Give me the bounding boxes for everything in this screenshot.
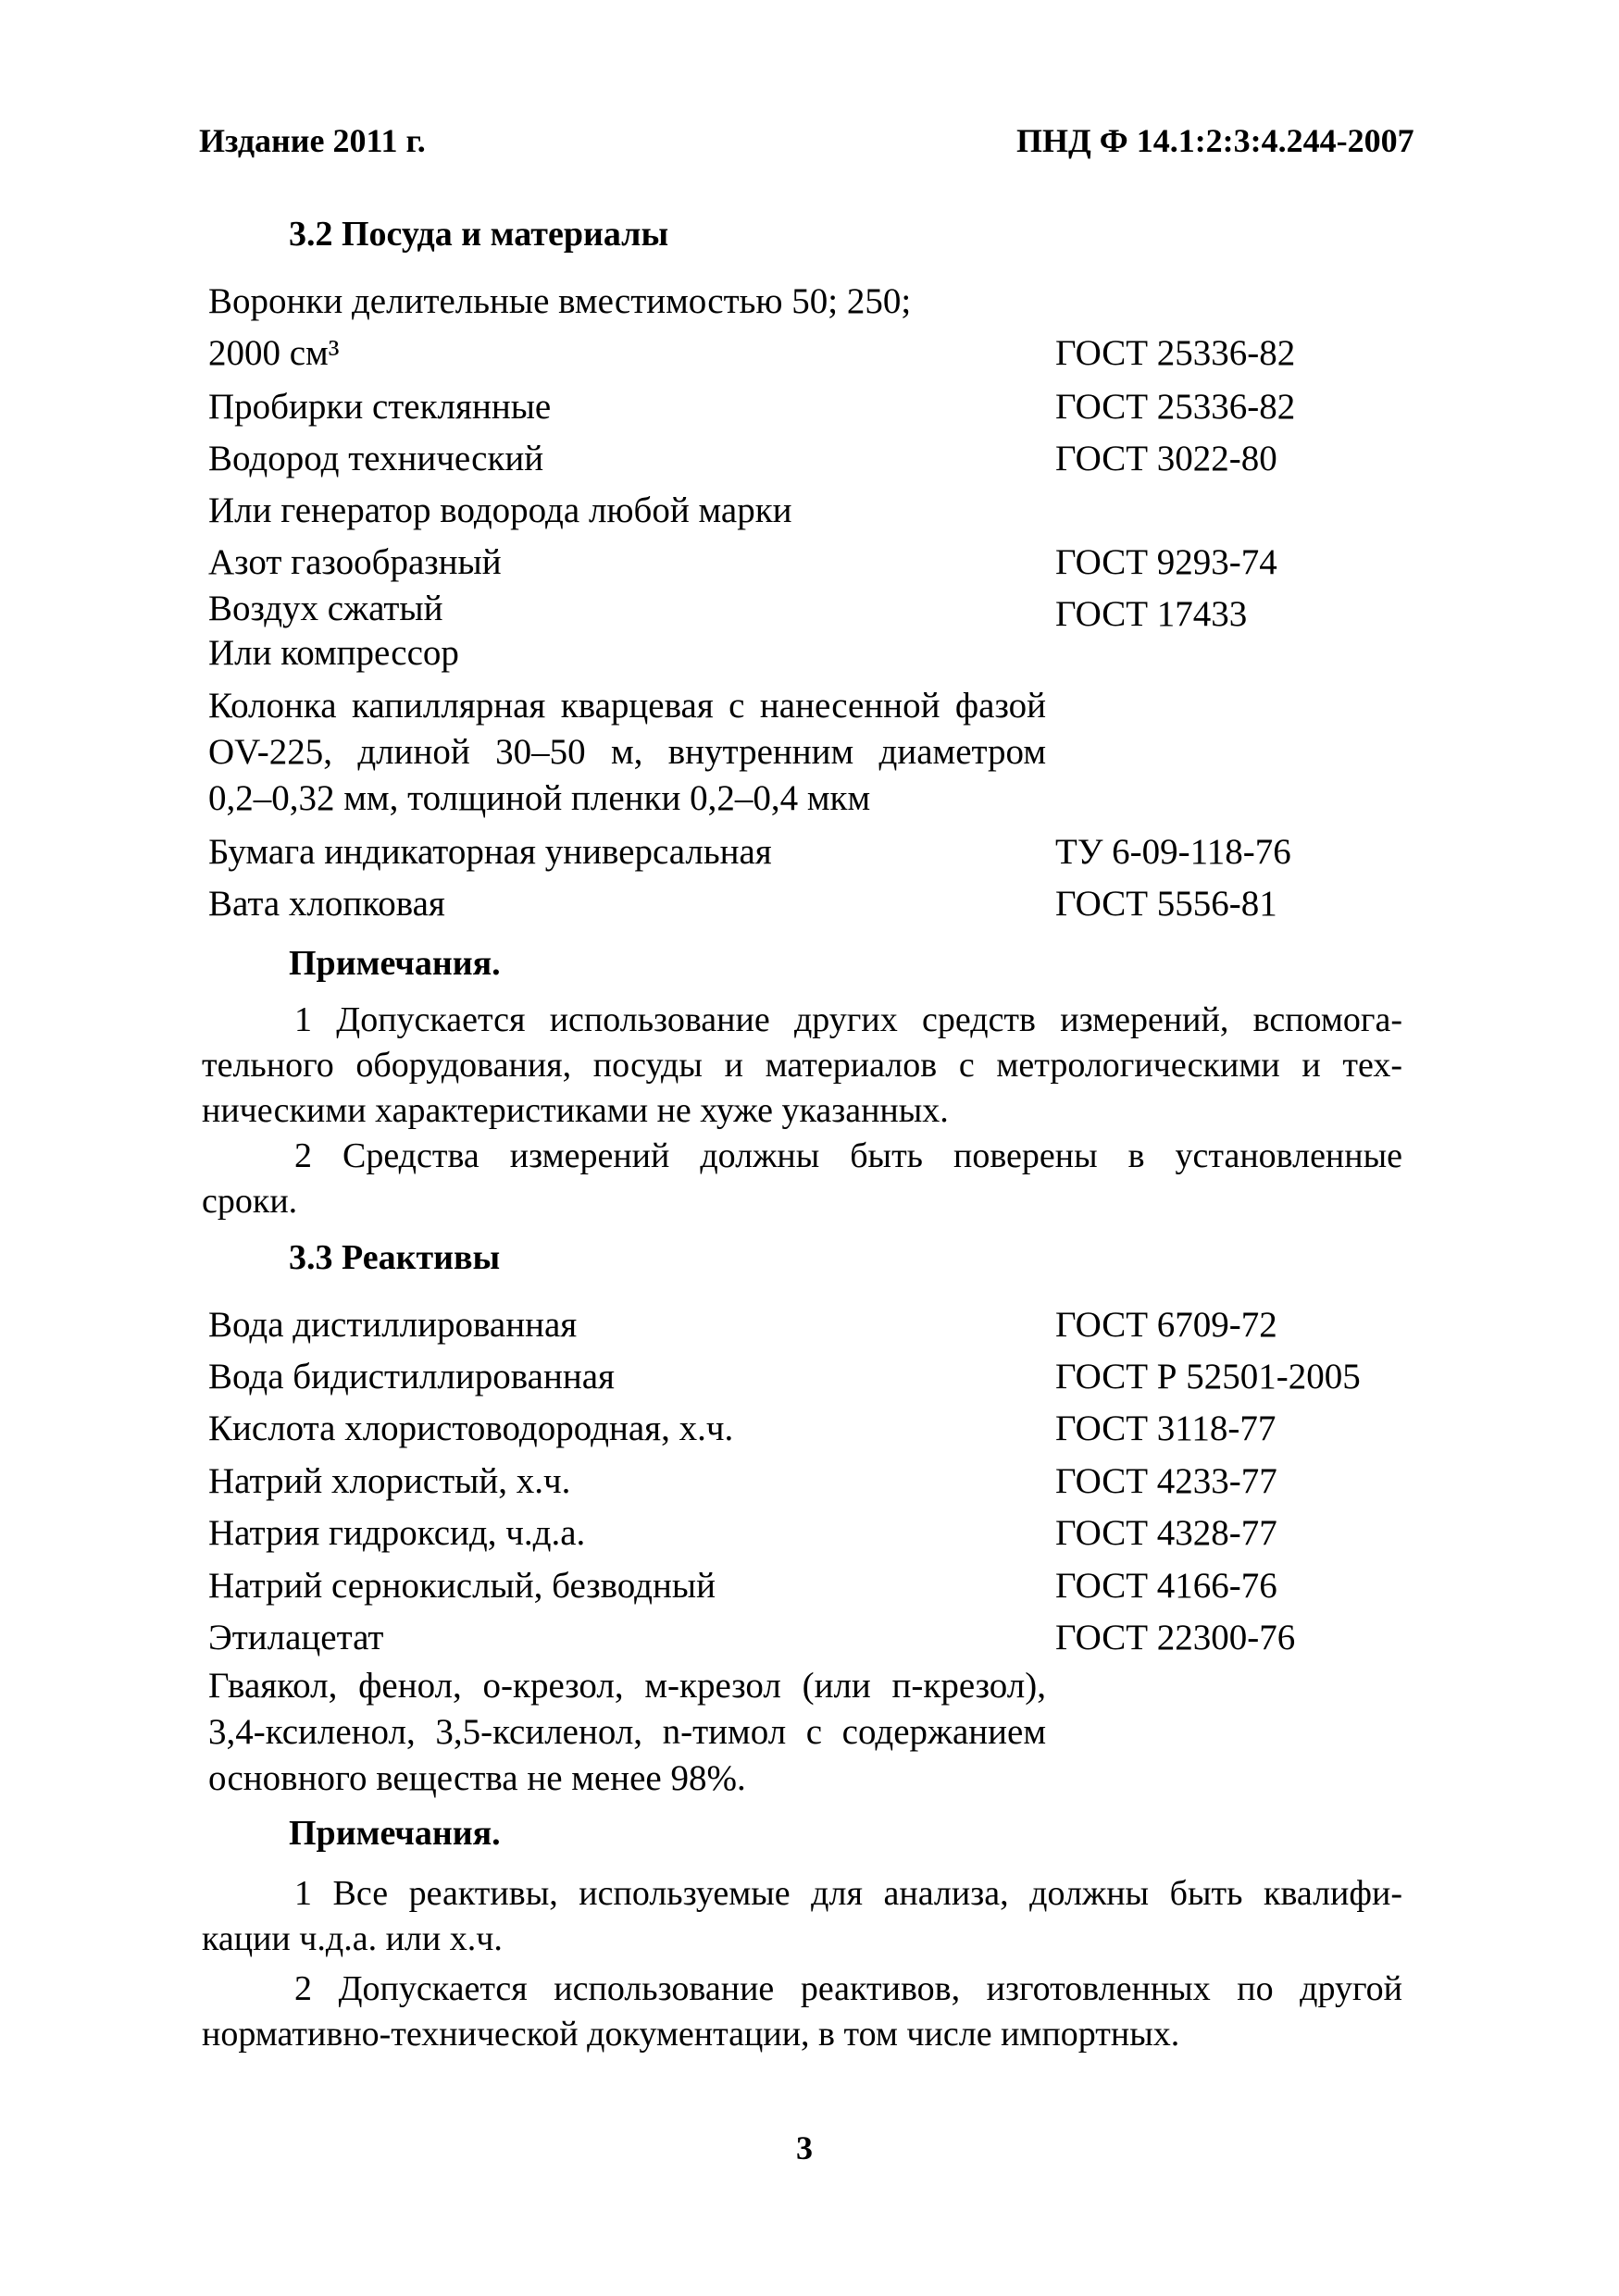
note-paragraph bbox=[202, 1871, 1402, 1962]
page-number: 3 bbox=[796, 2129, 813, 2166]
text-line: основного вещества не менее 98%. bbox=[208, 1758, 746, 1798]
text-line: Колонка капиллярная кварцевая с нанесенной фазой bbox=[208, 686, 1046, 726]
material-row bbox=[208, 828, 1402, 876]
material-name: Или компрессор bbox=[208, 633, 459, 673]
material-standard: ГОСТ 17433 bbox=[1055, 594, 1248, 634]
reagent-name: Этилацетат bbox=[208, 1618, 384, 1657]
material-row bbox=[208, 383, 1402, 431]
section-title-glassware: 3.2 Посуда и материалы bbox=[289, 215, 669, 254]
material-name: Азот газообразный bbox=[208, 542, 502, 582]
section-title-reagents: 3.3 Реактивы bbox=[289, 1238, 501, 1277]
material-row bbox=[208, 487, 1402, 535]
material-standard: ГОСТ 5556-81 bbox=[1055, 884, 1277, 924]
reagent-standard: ГОСТ 4233-77 bbox=[1055, 1461, 1277, 1501]
reagent-row bbox=[208, 1509, 1402, 1558]
text-line: сроки. bbox=[202, 1182, 298, 1221]
material-row bbox=[208, 629, 1402, 677]
reagent-standard: ГОСТ 4166-76 bbox=[1055, 1566, 1277, 1606]
material-name: Воронки делительные вместимостью 50; 250; bbox=[208, 281, 912, 321]
note-paragraph bbox=[202, 998, 1402, 1134]
material-name: Бумага индикаторная универсальная bbox=[208, 832, 772, 872]
material-name: Пробирки стеклянные bbox=[208, 387, 552, 427]
material-row bbox=[208, 329, 1402, 378]
note-paragraph bbox=[202, 1967, 1402, 2057]
reagent-name: Кислота хлористоводородная, х.ч. bbox=[208, 1409, 734, 1448]
reagent-standard: ГОСТ 3118-77 bbox=[1055, 1409, 1277, 1448]
reagent-row bbox=[208, 1458, 1402, 1506]
note-paragraph bbox=[202, 1134, 1402, 1224]
text-line: 1 Все реактивы, используемые для анализа, должны быть квалифи- bbox=[294, 1874, 1402, 1913]
text-line: OV-225, длиной 30–50 м, внутренним диаметром bbox=[208, 732, 1046, 772]
phenols-description bbox=[208, 1663, 1046, 1802]
reagent-row bbox=[208, 1405, 1402, 1453]
text-line: кации ч.д.а. или х.ч. bbox=[202, 1919, 503, 1958]
text-line: нормативно-технической документации, в том числе импортных. bbox=[202, 2015, 1180, 2054]
material-row bbox=[208, 880, 1402, 928]
text-line: тельного оборудования, посуды и материалов с метрологическими и тех- bbox=[202, 1046, 1402, 1085]
text-line: ническими характеристиками не хуже указанных. bbox=[202, 1091, 949, 1130]
text-line: 0,2–0,32 мм, толщиной пленки 0,2–0,4 мкм bbox=[208, 778, 871, 818]
reagent-name: Вода бидистиллированная bbox=[208, 1357, 615, 1396]
material-standard: ГОСТ 25336-82 bbox=[1055, 387, 1296, 427]
material-row bbox=[208, 435, 1402, 483]
text-line: 1 Допускается использование других средств измерений, вспомога- bbox=[294, 1000, 1402, 1039]
document-code: ПНД Ф 14.1:2:3:4.244-2007 bbox=[1016, 122, 1414, 159]
reagent-standard: ГОСТ 6709-72 bbox=[1055, 1305, 1277, 1345]
material-name: Водород технический bbox=[208, 439, 544, 478]
reagent-row bbox=[208, 1301, 1402, 1349]
material-standard: ТУ 6-09-118-76 bbox=[1055, 832, 1291, 872]
reagent-standard: ГОСТ 4328-77 bbox=[1055, 1513, 1277, 1553]
text-line: 2 Допускается использование реактивов, изготовленных по другой bbox=[294, 1969, 1402, 2008]
edition-label: Издание 2011 г. bbox=[199, 122, 426, 159]
material-name: Воздух сжатый bbox=[208, 589, 443, 628]
material-name: Вата хлопковая bbox=[208, 884, 445, 924]
reagent-name: Натрий сернокислый, безводный bbox=[208, 1566, 716, 1606]
material-row bbox=[208, 539, 1402, 587]
material-name: 2000 см³ bbox=[208, 333, 340, 373]
text-line: 2 Средства измерений должны быть поверены в установленные bbox=[294, 1136, 1402, 1175]
notes-title: Примечания. bbox=[289, 944, 501, 983]
text-line: 3,4-ксиленол, 3,5-ксиленол, n-тимол с содержанием bbox=[208, 1712, 1046, 1752]
reagent-standard: ГОСТ Р 52501-2005 bbox=[1055, 1357, 1361, 1396]
notes-title: Примечания. bbox=[289, 1814, 501, 1853]
material-standard: ГОСТ 9293-74 bbox=[1055, 542, 1277, 582]
reagent-row bbox=[208, 1562, 1402, 1610]
reagent-name: Вода дистиллированная bbox=[208, 1305, 578, 1345]
reagent-name: Натрия гидроксид, ч.д.а. bbox=[208, 1513, 586, 1553]
material-row bbox=[208, 278, 1402, 326]
reagent-row bbox=[208, 1614, 1402, 1662]
reagent-row bbox=[208, 1353, 1402, 1401]
material-row bbox=[208, 585, 1402, 633]
capillary-column-description bbox=[208, 683, 1046, 822]
reagent-standard: ГОСТ 22300-76 bbox=[1055, 1618, 1296, 1657]
reagent-name: Натрий хлористый, х.ч. bbox=[208, 1461, 571, 1501]
material-name: Или генератор водорода любой марки bbox=[208, 490, 792, 530]
text-line: Гваякол, фенол, о-крезол, м-крезол (или п-крезол), bbox=[208, 1666, 1046, 1706]
material-standard: ГОСТ 25336-82 bbox=[1055, 333, 1296, 373]
material-standard: ГОСТ 3022-80 bbox=[1055, 439, 1277, 478]
